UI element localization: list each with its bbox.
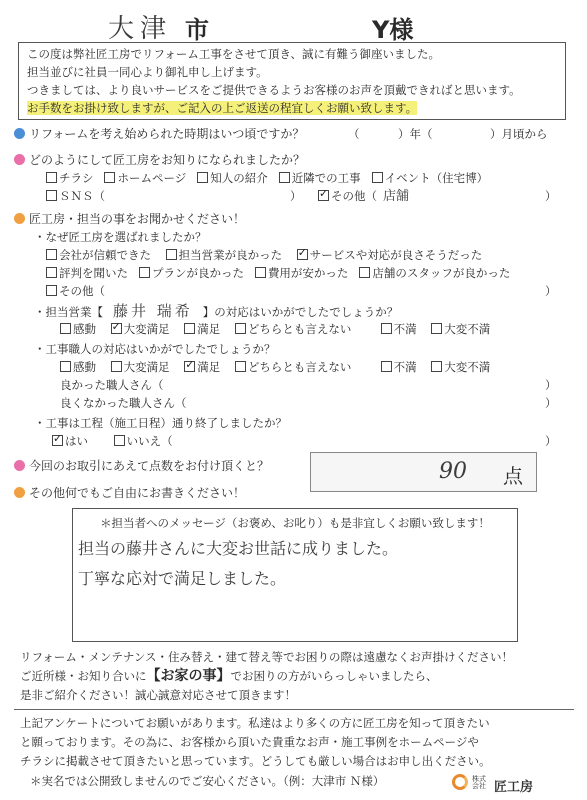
bad-worker-close: ） (545, 396, 557, 410)
checkbox[interactable] (114, 435, 125, 446)
checkbox[interactable] (184, 323, 195, 334)
q3-label: 匠工房・担当の事をお聞かせください！ (29, 212, 246, 226)
flower-icon (14, 460, 25, 471)
footer-line3: 是非ご紹介ください！誠心誠意対応させて頂きます！ (20, 688, 296, 702)
q1-label: リフォームを考え始められた時期はいつ頃ですか？ (29, 127, 305, 141)
sales-rating: 感動 ✓ 大変満足 満足 どちらとも言えない 不満 大変不満 (60, 321, 490, 337)
checkbox[interactable] (46, 249, 57, 260)
why-row3: その他（ (46, 283, 105, 299)
schedule-answer: ✓はい いいえ（ (52, 433, 173, 449)
why-other-close: ） (545, 284, 557, 298)
q1-month-field[interactable]: ）年（ (398, 127, 433, 141)
checkbox[interactable] (372, 172, 383, 183)
q5-label: その他何でもご自由にお書きください！ (29, 486, 246, 500)
schedule-label: ・工事は工程（施工日程）通り終了しましたか？ (34, 416, 287, 430)
checkbox[interactable] (255, 267, 266, 278)
q2-label: どのようにして匠工房をお知りになられましたか？ (29, 153, 306, 167)
bad-worker: 良くなかった職人さん（ (60, 396, 187, 410)
q2-other-close: ） (545, 189, 557, 203)
divider (14, 709, 574, 710)
checkbox[interactable] (104, 172, 115, 183)
score-value: 90 (439, 459, 467, 484)
checkbox[interactable] (381, 323, 392, 334)
intro-line-highlight: お手数をお掛け致しますが、ご記入の上ご返送の程宜しくお願い致します。 (27, 101, 418, 115)
logo-icon (452, 774, 468, 790)
q5 (14, 485, 245, 501)
footer-line1: リフォーム・メンテナンス・住み替え・建て替え等でお困りの際は遠慮なくお声掛けください！ (20, 650, 513, 664)
flower-icon (14, 487, 25, 498)
q1-month-suffix: ）月頃から (490, 127, 548, 141)
logo-small: 株式会社 (472, 775, 486, 790)
message-head: ＊担当者へのメッセージ（お褒め、お叱り）も是非宜しくお願い致します！ (100, 516, 490, 530)
message-handwritten-2: 丁寧な応対で満足しました。 (78, 569, 287, 588)
checkbox-checked[interactable] (52, 435, 63, 446)
intro-line: 担当並びに社員一同心より御礼申し上げます。 (27, 65, 268, 79)
q4-label: 今回のお取引にあえて点数をお付け頂くと？ (29, 459, 270, 473)
intro-line: この度は弊社匠工房でリフォーム工事をさせて頂き、誠に有難う御座いました。 (27, 47, 440, 61)
q2 (14, 152, 305, 168)
checkbox[interactable] (381, 361, 392, 372)
city-suffix: 市 (185, 16, 209, 44)
q2-row1: チラシ ホームページ 知人の紹介 近隣での工事 イベント（住宅博） (46, 170, 488, 186)
checkbox[interactable] (60, 323, 71, 334)
intro-box (18, 42, 566, 120)
footer-para1: 上記アンケートについてお願いがあります。私達はより多くの方に匠工房を知って頂きたい (20, 716, 490, 730)
why-label: ・なぜ匠工房を選ばれましたか？ (34, 230, 207, 244)
checkbox-checked[interactable] (297, 249, 308, 260)
checkbox[interactable] (235, 361, 246, 372)
checkbox[interactable] (431, 323, 442, 334)
message-handwritten-1: 担当の藤井さんに大変お世話に成りました。 (78, 539, 399, 558)
flower-icon (14, 213, 25, 224)
checkbox[interactable] (111, 361, 122, 372)
q2-other: ✓ その他（ 店舗 (318, 188, 409, 205)
why-row2: 評判を聞いた プランが良かった 費用が安かった 店舗のスタッフが良かった (46, 265, 510, 281)
q3 (14, 211, 245, 227)
checkbox-checked[interactable] (111, 323, 122, 334)
checkbox[interactable] (166, 249, 177, 260)
customer-name: Y様 (372, 16, 414, 44)
q1 (14, 126, 304, 142)
footer-para3: チラシに掲載させて頂きたいと思っています。どうしても厳しい場合はお申し出ください。 (20, 754, 491, 768)
company-logo: 匠工房 (494, 780, 534, 795)
footer-note: ＊実名では公開致しませんのでご安心ください。（例：大津市 Ｎ様） (30, 774, 385, 788)
q2-row2: ＳＮＳ（ (46, 188, 105, 204)
footer-line2: ご近所様・お知り合いに【お家の事】でお困りの方がいらっしゃいましたら、 (20, 668, 438, 684)
good-worker-close: ） (545, 378, 557, 392)
checkbox[interactable] (46, 190, 57, 201)
checkbox[interactable] (359, 267, 370, 278)
checkbox-checked[interactable] (318, 190, 329, 201)
checkbox[interactable] (139, 267, 150, 278)
why-row1: 会社が信頼できた 担当営業が良かった ✓ サービスや対応が良さそうだった (46, 247, 482, 263)
schedule-close: ） (545, 434, 557, 448)
score-box[interactable] (310, 452, 537, 492)
flower-icon (14, 154, 25, 165)
checkbox[interactable] (46, 267, 57, 278)
score-unit: 点 (503, 464, 523, 488)
checkbox[interactable] (197, 172, 208, 183)
worker-label: ・工事職人の対応はいかがでしたでしょうか？ (34, 342, 276, 356)
footer-para2: と願っております。その為に、お客様から頂いた貴重なお声・施工事例をホームページや (20, 735, 479, 749)
checkbox[interactable] (60, 361, 71, 372)
q2-sns-close: ） (290, 189, 302, 203)
other-value: 店舗 (383, 189, 410, 204)
checkbox[interactable] (46, 285, 57, 296)
flower-icon (14, 128, 25, 139)
q1-year-field[interactable]: （ (348, 127, 360, 141)
good-worker: 良かった職人さん（ (60, 378, 164, 392)
checkbox[interactable] (431, 361, 442, 372)
q4 (14, 458, 269, 474)
checkbox[interactable] (279, 172, 290, 183)
sales-question: ・担当営業【 藤井 瑞希 】の対応はいかがでしたでしょうか？ (34, 302, 399, 320)
sales-name: 藤井 瑞希 (113, 302, 193, 320)
city-handwritten: 大津 (108, 14, 173, 44)
checkbox[interactable] (46, 172, 57, 183)
checkbox-checked[interactable] (184, 361, 195, 372)
intro-line: つきましては、より良いサービスをご提供できるようお客様のお声を頂戴できればと思います。 (27, 83, 521, 97)
worker-rating: 感動 大変満足 ✓ 満足 どちらとも言えない 不満 大変不満 (60, 359, 490, 375)
checkbox[interactable] (235, 323, 246, 334)
